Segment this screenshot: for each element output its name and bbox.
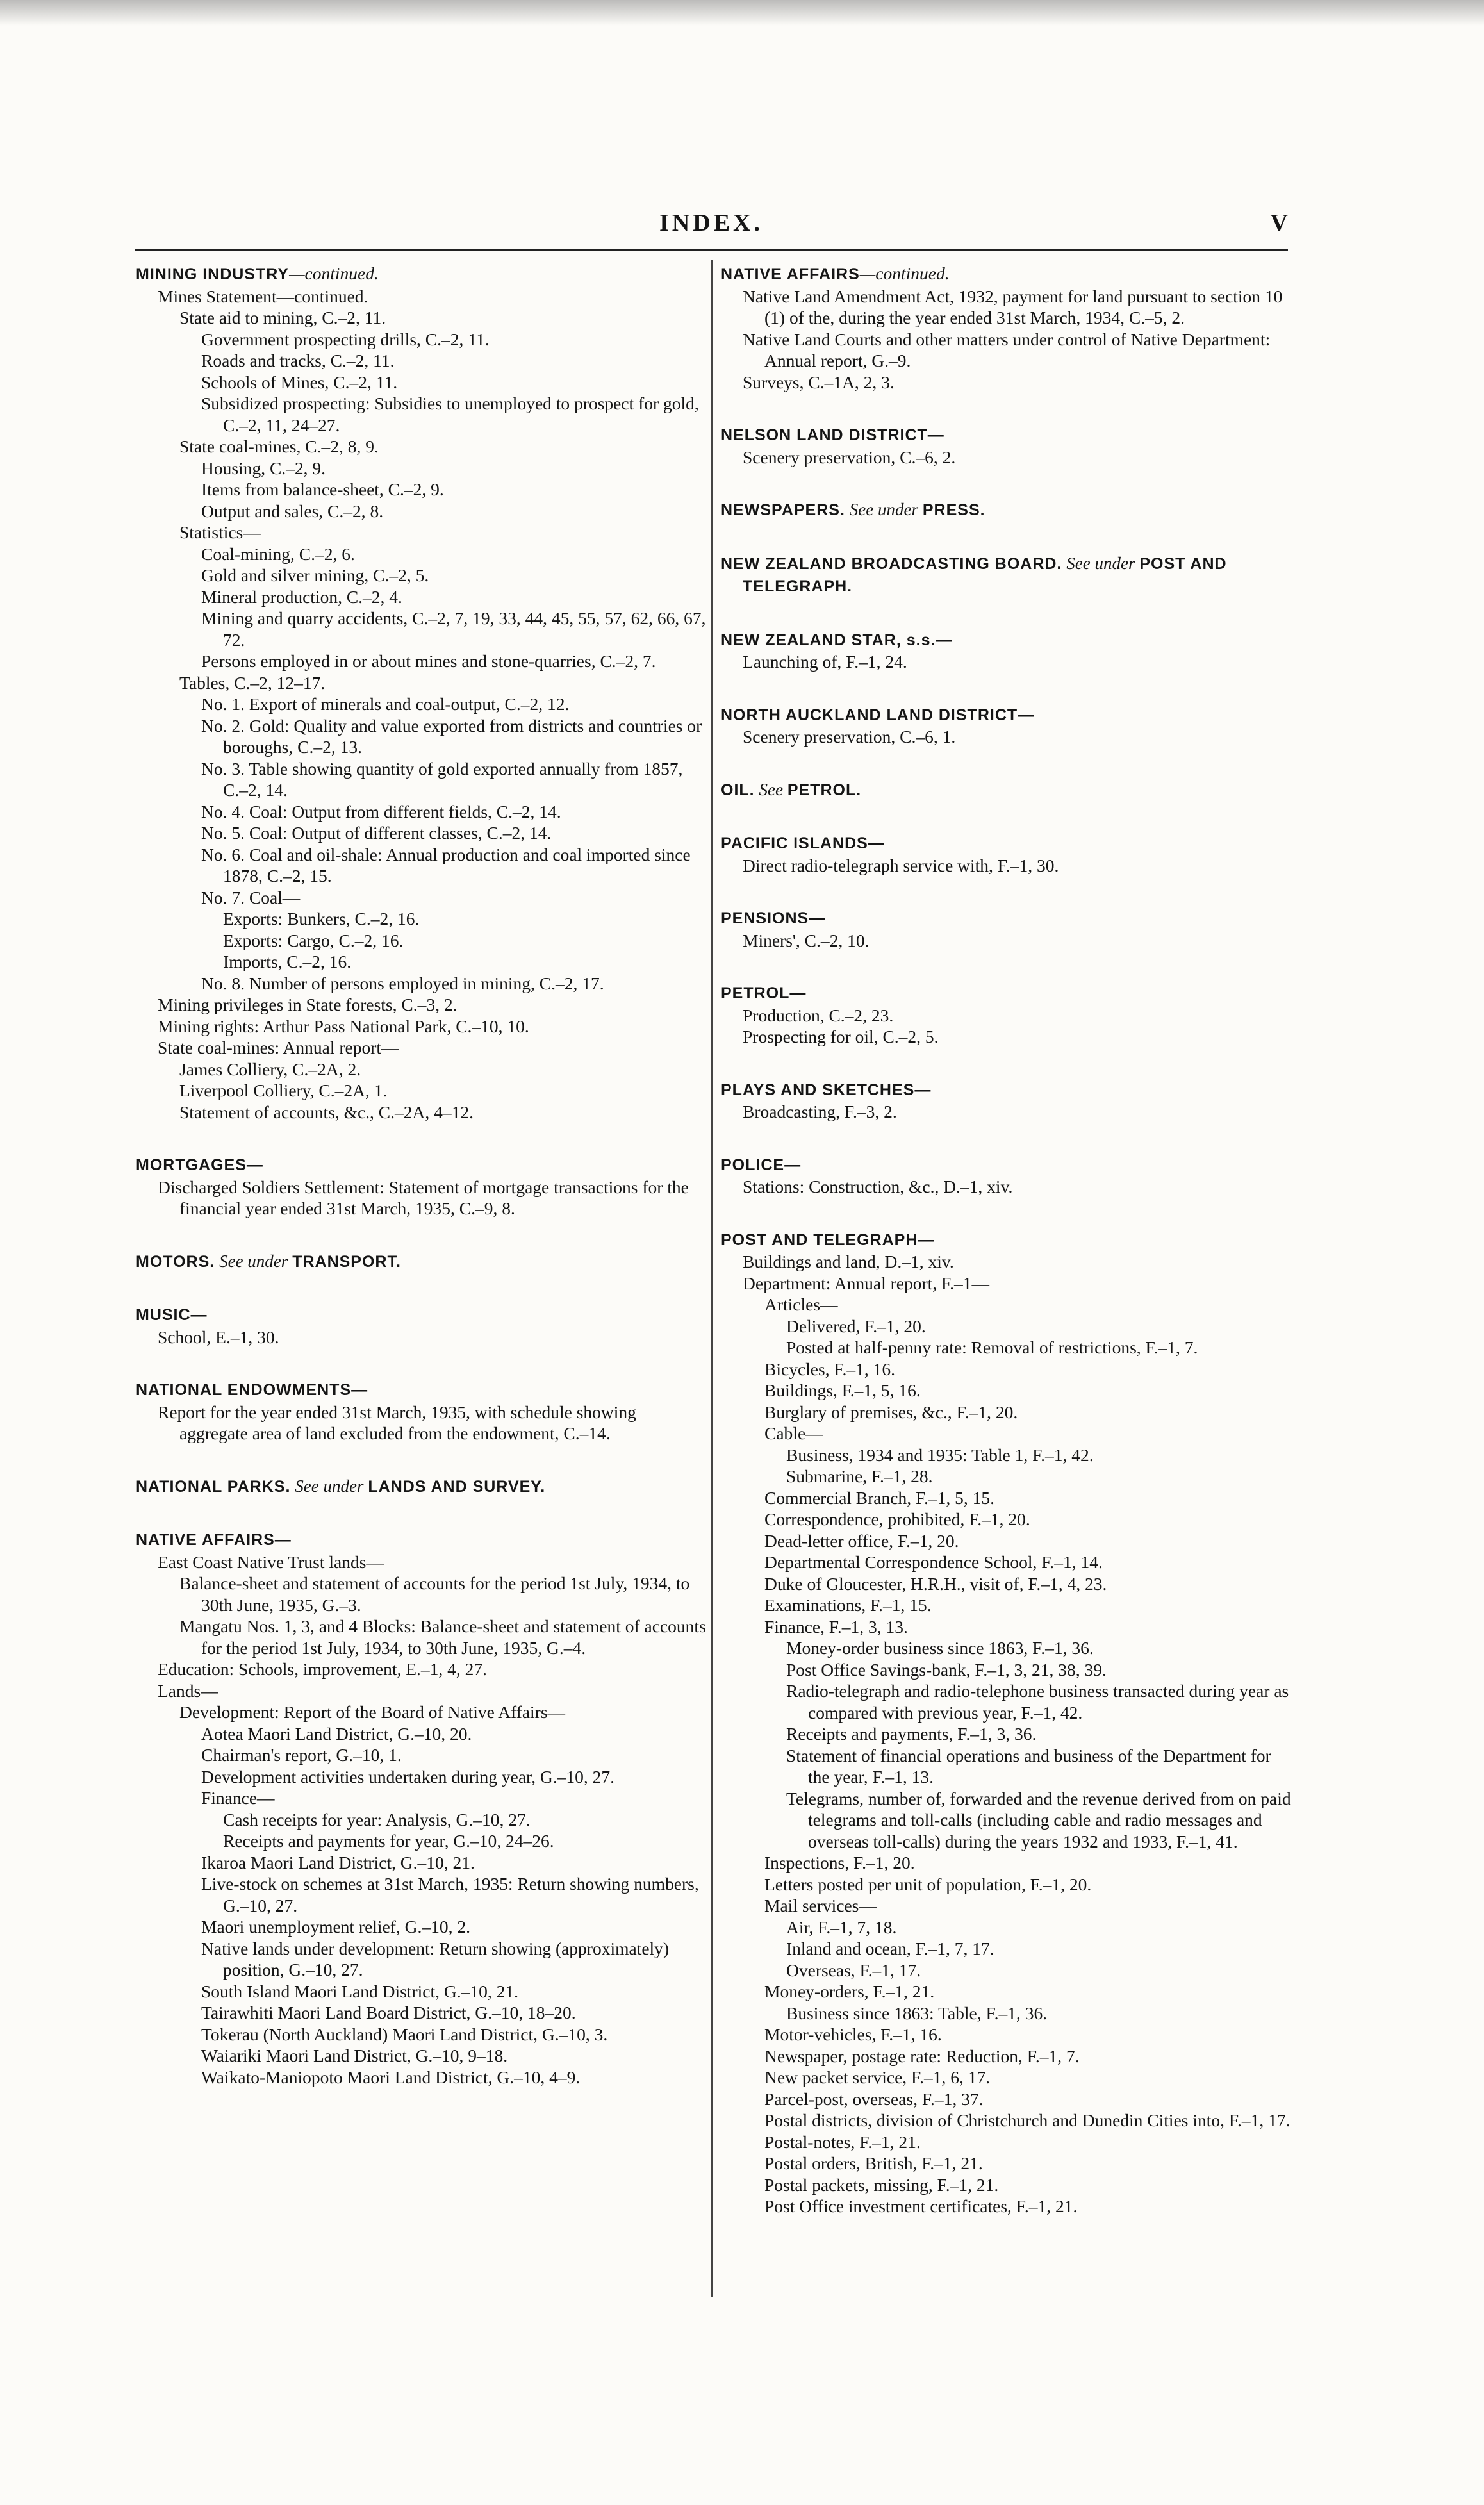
index-entry bbox=[721, 1101, 1294, 1123]
entry-text: Delivered, F.–1, 20. bbox=[786, 1316, 926, 1336]
heading-continued: —continued. bbox=[859, 263, 950, 283]
entry-text: No. 4. Coal: Output from different fields, C.–2, 14. bbox=[201, 801, 561, 822]
entry-text: Letters posted per unit of population, F.–1, 20. bbox=[764, 1874, 1092, 1894]
index-entry bbox=[721, 1680, 1294, 1723]
entry-text: No. 3. Table showing quantity of gold exported annually from 1857, C.–2, 14. bbox=[201, 758, 683, 800]
heading-text: PENSIONS— bbox=[721, 909, 826, 927]
index-entry bbox=[721, 1895, 1294, 1917]
entry-text: Chairman's report, G.–10, 1. bbox=[201, 1745, 402, 1765]
index-entry bbox=[721, 1960, 1294, 1981]
index-entry bbox=[136, 650, 706, 672]
index-entry bbox=[136, 1016, 706, 1038]
index-heading bbox=[136, 1303, 706, 1327]
index-entry bbox=[136, 758, 706, 801]
entry-text: Duke of Gloucester, H.R.H., visit of, F.–1, 4, 23. bbox=[764, 1573, 1107, 1594]
entry-text: Money-orders, F.–1, 21. bbox=[764, 1981, 935, 2001]
index-entry bbox=[136, 1701, 706, 1723]
entry-text: Items from balance-sheet, C.–2, 9. bbox=[201, 479, 444, 499]
heading-text: MORTGAGES— bbox=[136, 1156, 263, 1174]
entry-text: Postal orders, British, F.–1, 21. bbox=[764, 2153, 983, 2173]
entry-text: Report for the year ended 31st March, 1935, with schedule showing aggregate area of land excluded from the endowment, C.–14. bbox=[158, 1401, 636, 1443]
heading-text: NATIVE AFFAIRS bbox=[721, 265, 860, 283]
entry-text: Scenery preservation, C.–6, 2. bbox=[743, 447, 956, 467]
index-entry bbox=[721, 1659, 1294, 1681]
entry-text: Overseas, F.–1, 17. bbox=[786, 1960, 921, 1980]
entry-text: Tables, C.–2, 12–17. bbox=[179, 672, 326, 693]
entry-text: Mining and quarry accidents, C.–2, 7, 19, 33, 44, 45, 55, 57, 62, 66, 67, 72. bbox=[201, 608, 706, 650]
entry-text: Submarine, F.–1, 28. bbox=[786, 1466, 933, 1486]
entry-text: Money-order business since 1863, F.–1, 36. bbox=[786, 1638, 1094, 1658]
entry-text: No. 1. Export of minerals and coal-output, C.–2, 12. bbox=[201, 694, 570, 714]
entry-text: Business since 1863: Table, F.–1, 36. bbox=[786, 2003, 1048, 2023]
index-entry bbox=[136, 1680, 706, 1702]
index-entry bbox=[721, 1380, 1294, 1401]
entry-text: Stations: Construction, &c., D.–1, xiv. bbox=[743, 1177, 1013, 1196]
index-heading bbox=[721, 499, 1294, 522]
index-entry bbox=[136, 1744, 706, 1766]
entry-text: Posted at half-penny rate: Removal of restrictions, F.–1, 7. bbox=[786, 1337, 1198, 1357]
entry-text: Telegrams, number of, forwarded and the revenue derived from on paid telegrams and toll-calls (including cable and radio messages and overseas toll-calls) during the years 1932 and 1933, F.–1, 41. bbox=[786, 1788, 1291, 1851]
entry-text: Direct radio-telegraph service with, F.–1, 30. bbox=[743, 855, 1059, 875]
entry-text: No. 5. Coal: Output of different classes, C.–2, 14. bbox=[201, 823, 552, 843]
heading-text: NEW ZEALAND STAR, s.s.— bbox=[721, 631, 953, 649]
column-divider bbox=[711, 260, 713, 2297]
index-entry bbox=[136, 1080, 706, 1102]
entry-text: Imports, C.–2, 16. bbox=[223, 952, 352, 971]
heading-text: OIL. bbox=[721, 781, 755, 799]
entry-text: Postal packets, missing, F.–1, 21. bbox=[764, 2174, 999, 2195]
index-entry bbox=[136, 500, 706, 522]
heading-text: NORTH AUCKLAND LAND DISTRICT— bbox=[721, 706, 1035, 724]
index-entry bbox=[136, 1401, 706, 1444]
index-entry bbox=[721, 1509, 1294, 1530]
entry-text: Ikaroa Maori Land District, G.–10, 21. bbox=[201, 1852, 475, 1873]
page-header bbox=[135, 204, 1288, 249]
page-number: V bbox=[1270, 210, 1288, 236]
entry-text: James Colliery, C.–2A, 2. bbox=[179, 1059, 361, 1079]
index-entry bbox=[136, 908, 706, 930]
entry-text: Maori unemployment relief, G.–10, 2. bbox=[201, 1917, 471, 1937]
index-entry bbox=[136, 522, 706, 543]
entry-text: Inspections, F.–1, 20. bbox=[764, 1853, 915, 1873]
see-reference-label: See under bbox=[295, 1476, 364, 1496]
entry-text: Production, C.–2, 23. bbox=[743, 1005, 894, 1025]
entry-text: Development activities undertaken during year, G.–10, 27. bbox=[201, 1766, 614, 1787]
index-entry bbox=[721, 1594, 1294, 1616]
index-entry bbox=[136, 930, 706, 952]
index-entry bbox=[136, 715, 706, 758]
entry-text: Mining rights: Arthur Pass National Park, C.–10, 10. bbox=[158, 1016, 529, 1036]
entry-text: No. 8. Number of persons employed in mining, C.–2, 17. bbox=[201, 973, 604, 993]
index-entry bbox=[136, 1037, 706, 1059]
entry-text: Government prospecting drills, C.–2, 11. bbox=[201, 329, 490, 349]
index-entry bbox=[721, 1444, 1294, 1466]
index-entry bbox=[721, 1723, 1294, 1745]
index-entry bbox=[721, 1466, 1294, 1487]
index-entry bbox=[721, 372, 1294, 393]
index-entry bbox=[136, 672, 706, 694]
index-entry bbox=[136, 350, 706, 372]
index-entry bbox=[721, 1423, 1294, 1444]
entry-text: Commercial Branch, F.–1, 5, 15. bbox=[764, 1487, 995, 1508]
index-heading bbox=[721, 629, 1294, 652]
index-heading bbox=[721, 982, 1294, 1005]
index-column-left bbox=[136, 263, 706, 2088]
index-entry bbox=[136, 286, 706, 308]
see-reference-target: POST AND TELEGRAPH. bbox=[743, 554, 1227, 595]
index-entry bbox=[721, 1917, 1294, 1939]
entry-text: Mineral production, C.–2, 4. bbox=[201, 586, 402, 607]
entry-text: School, E.–1, 30. bbox=[158, 1327, 279, 1347]
index-heading bbox=[721, 704, 1294, 727]
index-heading bbox=[721, 907, 1294, 930]
index-entry bbox=[136, 1177, 706, 1219]
entry-text: Output and sales, C.–2, 8. bbox=[201, 500, 384, 521]
entry-text: Housing, C.–2, 9. bbox=[201, 458, 326, 478]
entry-text: East Coast Native Trust lands— bbox=[158, 1551, 384, 1572]
see-reference-label: See under bbox=[849, 500, 918, 519]
heading-text: NATIVE AFFAIRS— bbox=[136, 1531, 292, 1549]
index-heading bbox=[136, 1378, 706, 1401]
entry-text: No. 2. Gold: Quality and value exported from districts and countries or boroughs, C.–2, 13. bbox=[201, 715, 702, 757]
index-entry bbox=[136, 565, 706, 586]
header-title: INDEX. bbox=[659, 210, 763, 236]
heading-text: PETROL— bbox=[721, 984, 807, 1002]
index-entry bbox=[721, 1788, 1294, 1853]
entry-text: Surveys, C.–1A, 2, 3. bbox=[743, 372, 895, 392]
index-heading bbox=[721, 1079, 1294, 1102]
index-entry bbox=[136, 887, 706, 909]
entry-text: Radio-telegraph and radio-telephone business transacted during year as compared with previous year, F.–1, 42. bbox=[786, 1681, 1289, 1723]
index-entry bbox=[721, 1938, 1294, 1960]
heading-text: PLAYS AND SKETCHES— bbox=[721, 1080, 932, 1099]
heading-text: NATIONAL ENDOWMENTS— bbox=[136, 1381, 368, 1399]
index-entry bbox=[721, 329, 1294, 372]
entry-text: Articles— bbox=[764, 1294, 838, 1314]
entry-text: Bicycles, F.–1, 16. bbox=[764, 1359, 896, 1379]
index-entry bbox=[136, 1916, 706, 1938]
entry-text: Roads and tracks, C.–2, 11. bbox=[201, 351, 395, 370]
index-entry bbox=[136, 307, 706, 329]
entry-text: Examinations, F.–1, 15. bbox=[764, 1595, 932, 1615]
index-heading bbox=[721, 552, 1294, 598]
entry-text: No. 7. Coal— bbox=[201, 887, 301, 907]
index-entry bbox=[721, 2153, 1294, 2174]
entry-text: Buildings, F.–1, 5, 16. bbox=[764, 1380, 921, 1400]
index-entry bbox=[721, 1487, 1294, 1509]
index-entry bbox=[721, 1005, 1294, 1027]
index-entry bbox=[721, 1273, 1294, 1294]
index-entry bbox=[721, 1573, 1294, 1595]
entry-text: Newspaper, postage rate: Reduction, F.–1, 7. bbox=[764, 2046, 1080, 2066]
index-entry bbox=[721, 2088, 1294, 2110]
index-entry bbox=[721, 1401, 1294, 1423]
index-entry bbox=[136, 479, 706, 500]
index-entry bbox=[136, 1658, 706, 1680]
entry-text: Development: Report of the Board of Native Affairs— bbox=[179, 1702, 566, 1722]
entry-text: Statistics— bbox=[179, 522, 261, 542]
entry-text: Tokerau (North Auckland) Maori Land District, G.–10, 3. bbox=[201, 2024, 608, 2044]
entry-text: Waikato-Maniopoto Maori Land District, G.–10, 4–9. bbox=[201, 2067, 581, 2087]
entry-text: Business, 1934 and 1935: Table 1, F.–1, 42. bbox=[786, 1444, 1094, 1465]
see-reference-target: LANDS AND SURVEY. bbox=[368, 1477, 546, 1496]
entry-text: State coal-mines: Annual report— bbox=[158, 1038, 399, 1057]
index-entry bbox=[136, 372, 706, 393]
index-heading bbox=[136, 263, 706, 286]
index-entry bbox=[721, 1359, 1294, 1380]
index-heading bbox=[721, 263, 1294, 286]
entry-text: Air, F.–1, 7, 18. bbox=[786, 1917, 897, 1937]
entry-text: Aotea Maori Land District, G.–10, 20. bbox=[201, 1723, 472, 1744]
index-entry bbox=[721, 1637, 1294, 1659]
index-heading bbox=[136, 1250, 706, 1273]
index-heading bbox=[136, 1475, 706, 1498]
index-entry bbox=[721, 2024, 1294, 2046]
heading-text: NEWSPAPERS. bbox=[721, 501, 845, 519]
index-entry bbox=[721, 1530, 1294, 1552]
index-entry bbox=[721, 1852, 1294, 1874]
heading-continued: —continued. bbox=[289, 263, 379, 283]
index-entry bbox=[721, 1294, 1294, 1316]
entry-text: Correspondence, prohibited, F.–1, 20. bbox=[764, 1509, 1030, 1529]
entry-text: Persons employed in or about mines and stone-quarries, C.–2, 7. bbox=[201, 651, 656, 671]
index-entry bbox=[721, 930, 1294, 952]
entry-text: Statement of accounts, &c., C.–2A, 4–12. bbox=[179, 1102, 474, 1122]
index-entry bbox=[136, 801, 706, 823]
index-entry bbox=[136, 1616, 706, 1658]
entry-text: New packet service, F.–1, 6, 17. bbox=[764, 2067, 991, 2087]
index-entry bbox=[136, 2002, 706, 2024]
index-entry bbox=[136, 1059, 706, 1080]
index-heading bbox=[721, 1153, 1294, 1177]
index-entry bbox=[721, 1616, 1294, 1638]
entry-text: South Island Maori Land District, G.–10, 21. bbox=[201, 1981, 518, 2001]
entry-text: Balance-sheet and statement of accounts for the period 1st July, 1934, to 30th June, 1935, G.–3. bbox=[179, 1573, 690, 1615]
index-entry bbox=[721, 1337, 1294, 1359]
entry-text: Statement of financial operations and business of the Department for the year, F.–1, 13. bbox=[786, 1745, 1271, 1787]
index-entry bbox=[721, 1316, 1294, 1337]
index-entry bbox=[136, 543, 706, 565]
entry-text: Broadcasting, F.–3, 2. bbox=[743, 1102, 897, 1121]
index-entry bbox=[136, 1981, 706, 2003]
entry-text: Motor-vehicles, F.–1, 16. bbox=[764, 2024, 942, 2044]
heading-text: MUSIC— bbox=[136, 1306, 208, 1324]
index-entry bbox=[136, 1102, 706, 1123]
index-entry bbox=[136, 994, 706, 1016]
entry-text: Subsidized prospecting: Subsidies to unemployed to prospect for gold, C.–2, 11, 24–27. bbox=[201, 393, 699, 435]
index-entry bbox=[136, 2045, 706, 2067]
index-entry bbox=[136, 1327, 706, 1348]
index-entry bbox=[721, 651, 1294, 673]
index-heading bbox=[721, 832, 1294, 855]
index-heading bbox=[136, 1528, 706, 1551]
see-reference-target: TRANSPORT. bbox=[292, 1252, 401, 1271]
entry-text: Launching of, F.–1, 24. bbox=[743, 652, 907, 672]
entry-text: Gold and silver mining, C.–2, 5. bbox=[201, 565, 429, 585]
index-entry bbox=[136, 2067, 706, 2088]
entry-text: State aid to mining, C.–2, 11. bbox=[179, 308, 386, 327]
entry-text: Burglary of premises, &c., F.–1, 20. bbox=[764, 1401, 1018, 1422]
entry-text: Prospecting for oil, C.–2, 5. bbox=[743, 1027, 939, 1046]
entry-text: Postal districts, division of Christchurch and Dunedin Cities into, F.–1, 17. bbox=[764, 2110, 1290, 2130]
index-entry bbox=[721, 2046, 1294, 2067]
index-heading bbox=[721, 779, 1294, 802]
entry-text: Receipts and payments, F.–1, 3, 36. bbox=[786, 1724, 1037, 1744]
index-entry bbox=[136, 1873, 706, 1916]
index-entry bbox=[136, 1852, 706, 1874]
entry-text: Mines Statement—continued. bbox=[158, 286, 368, 306]
entry-text: Miners', C.–2, 10. bbox=[743, 930, 870, 950]
index-entry bbox=[721, 1176, 1294, 1198]
index-entry bbox=[136, 1766, 706, 1788]
entry-text: Live-stock on schemes at 31st March, 1935: Return showing numbers, G.–10, 27. bbox=[201, 1874, 699, 1915]
entry-text: Scenery preservation, C.–6, 1. bbox=[743, 727, 956, 747]
index-entry bbox=[721, 726, 1294, 748]
entry-text: Liverpool Colliery, C.–2A, 1. bbox=[179, 1080, 388, 1100]
entry-text: No. 6. Coal and oil-shale: Annual production and coal imported since 1878, C.–2, 15. bbox=[201, 844, 691, 886]
header-rule bbox=[135, 249, 1288, 251]
index-entry bbox=[136, 1787, 706, 1809]
entry-text: Native Land Courts and other matters under control of Native Department: Annual report, G.–9. bbox=[743, 329, 1271, 370]
entry-text: Finance, F.–1, 3, 13. bbox=[764, 1616, 908, 1637]
index-entry bbox=[136, 586, 706, 608]
heading-text: MINING INDUSTRY bbox=[136, 265, 290, 283]
index-column-right bbox=[721, 263, 1294, 2217]
index-heading bbox=[721, 1228, 1294, 1252]
index-entry bbox=[721, 447, 1294, 468]
entry-text: Exports: Cargo, C.–2, 16. bbox=[223, 930, 404, 950]
index-entry bbox=[721, 2174, 1294, 2196]
index-entry bbox=[721, 2067, 1294, 2088]
entry-text: Waiariki Maori Land District, G.–10, 9–18. bbox=[201, 2046, 508, 2065]
see-reference-label: See under bbox=[1066, 553, 1135, 573]
index-entry bbox=[136, 608, 706, 650]
entry-text: Receipts and payments for year, G.–10, 24–26. bbox=[223, 1831, 554, 1851]
entry-text: Finance— bbox=[201, 1788, 275, 1808]
entry-text: Mail services— bbox=[764, 1896, 877, 1915]
see-reference-target: PETROL. bbox=[787, 781, 862, 799]
page-edge-shadow bbox=[0, 0, 1484, 26]
entry-text: Mining privileges in State forests, C.–3, 2. bbox=[158, 995, 458, 1014]
entry-text: Postal-notes, F.–1, 21. bbox=[764, 2131, 921, 2152]
index-entry bbox=[136, 951, 706, 973]
entry-text: Post Office Savings-bank, F.–1, 3, 21, 38, 39. bbox=[786, 1659, 1107, 1680]
entry-text: Lands— bbox=[158, 1680, 218, 1701]
entry-text: Tairawhiti Maori Land Board District, G.–10, 18–20. bbox=[201, 2003, 576, 2022]
entry-text: Buildings and land, D.–1, xiv. bbox=[743, 1252, 954, 1271]
index-entry bbox=[136, 693, 706, 715]
see-reference-label: See under bbox=[219, 1251, 288, 1271]
index-entry bbox=[136, 2024, 706, 2046]
index-entry bbox=[721, 2003, 1294, 2024]
see-reference-target: PRESS. bbox=[922, 501, 985, 519]
heading-text: MOTORS. bbox=[136, 1252, 215, 1271]
entry-text: Discharged Soldiers Settlement: Statement of mortgage transactions for the financial year ended 31st March, 1935, C.–9, 8. bbox=[158, 1177, 689, 1218]
entry-text: Coal-mining, C.–2, 6. bbox=[201, 543, 355, 564]
entry-text: Native Land Amendment Act, 1932, payment for land pursuant to section 10 (1) of the, during the year ended 31st March, 1934, C.–5, 2. bbox=[743, 286, 1283, 327]
see-reference-label: See bbox=[759, 779, 783, 799]
entry-text: Dead-letter office, F.–1, 20. bbox=[764, 1530, 959, 1551]
index-entry bbox=[721, 286, 1294, 329]
index-entry bbox=[136, 844, 706, 887]
heading-text: NATIONAL PARKS. bbox=[136, 1477, 291, 1496]
index-entry bbox=[136, 393, 706, 436]
index-entry bbox=[721, 2110, 1294, 2131]
index-entry bbox=[721, 1745, 1294, 1788]
index-heading bbox=[136, 1153, 706, 1177]
entry-text: Inland and ocean, F.–1, 7, 17. bbox=[786, 1939, 994, 1958]
index-entry bbox=[136, 1938, 706, 1981]
entry-text: Native lands under development: Return showing (approximately) position, G.–10, 27. bbox=[201, 1938, 670, 1980]
index-entry bbox=[721, 1874, 1294, 1896]
index-entry bbox=[721, 1551, 1294, 1573]
entry-text: State coal-mines, C.–2, 8, 9. bbox=[179, 436, 379, 456]
index-entry bbox=[721, 2195, 1294, 2217]
index-entry bbox=[136, 329, 706, 351]
entry-text: Mangatu Nos. 1, 3, and 4 Blocks: Balance-sheet and statement of accounts for the period 1st July, 1934, to 30th June, 1935, G.–4. bbox=[179, 1616, 706, 1658]
index-entry bbox=[136, 458, 706, 479]
index-entry bbox=[721, 1026, 1294, 1048]
index-entry bbox=[721, 2131, 1294, 2153]
heading-text: POST AND TELEGRAPH— bbox=[721, 1230, 935, 1249]
heading-text: PACIFIC ISLANDS— bbox=[721, 834, 885, 852]
heading-text: NELSON LAND DISTRICT— bbox=[721, 426, 944, 444]
index-entry bbox=[136, 1551, 706, 1573]
heading-text: POLICE— bbox=[721, 1155, 802, 1174]
entry-text: Schools of Mines, C.–2, 11. bbox=[201, 372, 398, 392]
entry-text: Post Office investment certificates, F.–1, 21. bbox=[764, 2196, 1078, 2216]
entry-text: Departmental Correspondence School, F.–1, 14. bbox=[764, 1552, 1103, 1572]
entry-text: Education: Schools, improvement, E.–1, 4, 27. bbox=[158, 1659, 488, 1679]
index-entry bbox=[136, 1830, 706, 1852]
index-entry bbox=[136, 973, 706, 995]
entry-text: Parcel-post, overseas, F.–1, 37. bbox=[764, 2088, 984, 2109]
index-entry bbox=[721, 1981, 1294, 2003]
entry-text: Cash receipts for year: Analysis, G.–10, 27. bbox=[223, 1809, 531, 1830]
index-entry bbox=[721, 855, 1294, 877]
index-heading bbox=[721, 424, 1294, 447]
index-entry bbox=[721, 1251, 1294, 1273]
entry-text: Exports: Bunkers, C.–2, 16. bbox=[223, 909, 420, 929]
index-entry bbox=[136, 1573, 706, 1616]
index-entry bbox=[136, 822, 706, 844]
index-entry bbox=[136, 1723, 706, 1745]
entry-text: Department: Annual report, F.–1— bbox=[743, 1273, 990, 1293]
heading-text: NEW ZEALAND BROADCASTING BOARD. bbox=[721, 554, 1062, 573]
index-entry bbox=[136, 436, 706, 458]
entry-text: Cable— bbox=[764, 1423, 823, 1443]
index-entry bbox=[136, 1809, 706, 1831]
